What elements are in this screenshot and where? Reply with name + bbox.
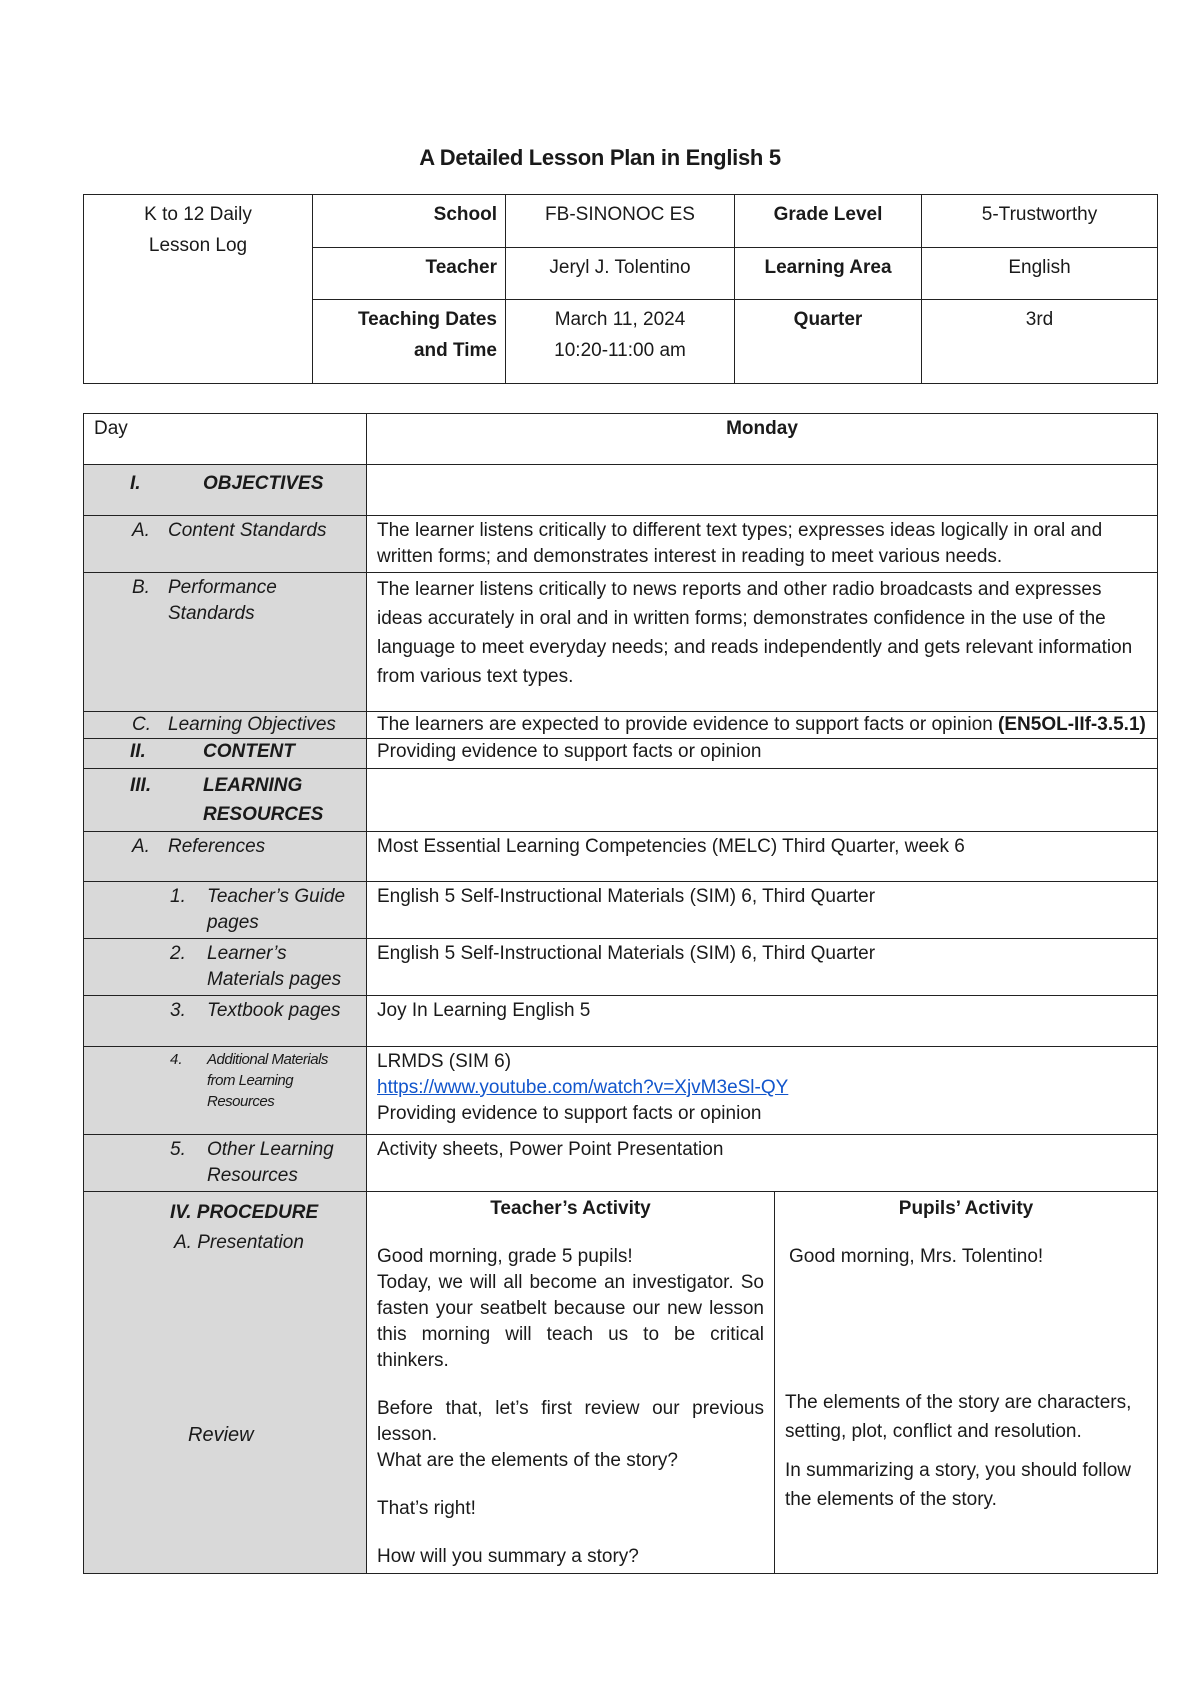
learners-materials-label: [84, 939, 367, 996]
dates-value-time: 10:20-11:00 am: [554, 340, 686, 361]
grade-label: Grade Level: [735, 195, 922, 248]
teacher-line-1: Good morning, grade 5 pupils!: [377, 1246, 633, 1267]
learning-objectives-label: [84, 712, 367, 739]
additional-materials-line3: Providing evidence to support facts or opinion: [377, 1103, 762, 1124]
performance-standards-label: [84, 573, 367, 712]
area-value: English: [922, 248, 1158, 300]
content-standards-text: Content Standards: [168, 520, 327, 541]
learning-objectives-text-value: The learners are expected to provide evidence to support facts or opinion: [377, 714, 999, 735]
other-resources-text: Other Learning Resources: [207, 1139, 334, 1186]
teacher-label: Teacher: [313, 248, 506, 300]
learning-resources-value: [367, 769, 1158, 832]
log-label: K to 12 Daily Lesson Log: [144, 204, 252, 256]
content-standards-num: A.: [132, 520, 150, 541]
objectives-value: [367, 465, 1158, 516]
content-value: Providing evidence to support facts or opinion: [367, 739, 1158, 769]
grade-value: 5-Trustworthy: [922, 195, 1158, 248]
learning-resources-label: LEARNING RESOURCES: [203, 775, 324, 825]
school-value: FB-SINONOC ES: [506, 195, 735, 248]
performance-standards-value: The learner listens critically to news reports and other radio broadcasts and expresses ideas accurately in oral and in written forms; demonstrates confidence in the use of the language to meet everyday needs; and reads independently and gets relevant information from various text types.: [367, 573, 1158, 712]
additional-materials-text: Additional Materials from Learning Resources: [207, 1051, 328, 1110]
quarter-value: 3rd: [922, 300, 1158, 384]
other-resources-label: [84, 1135, 367, 1192]
teachers-guide-label: [84, 882, 367, 939]
teacher-line-4: What are the elements of the story?: [377, 1450, 678, 1471]
references-text: References: [168, 836, 266, 857]
learners-materials-num: 2.: [170, 943, 186, 964]
teacher-activity-cell: [367, 1192, 775, 1574]
pupil-line-1: Good morning, Mrs. Tolentino!: [789, 1246, 1044, 1267]
content-row: [84, 739, 367, 769]
learning-objectives-num: C.: [132, 714, 151, 735]
learners-materials-text: Learner’s Materials pages: [207, 943, 342, 990]
content-standards-value: The learner listens critically to different text types; expresses ideas logically in oral and written forms; and demonstrates interest in reading to meet various needs.: [367, 516, 1158, 573]
objectives-num: I.: [130, 473, 141, 494]
log-label-cell: [84, 195, 313, 384]
teacher-line-5: That’s right!: [377, 1498, 476, 1519]
pupil-line-2: The elements of the story are characters, setting, plot, conflict and resolution.: [785, 1392, 1132, 1442]
textbook-text: Textbook pages: [207, 1000, 341, 1021]
teacher-line-3: Before that, let’s first review our previous lesson.: [377, 1398, 764, 1445]
area-label: Learning Area: [735, 248, 922, 300]
day-label: Day: [84, 414, 367, 465]
lesson-plan-table: [83, 413, 1158, 1574]
additional-materials-line1: LRMDS (SIM 6): [377, 1051, 512, 1072]
day-value: Monday: [367, 414, 1158, 465]
school-label: School: [313, 195, 506, 248]
references-label: [84, 832, 367, 882]
page-title: A Detailed Lesson Plan in English 5: [419, 145, 781, 170]
youtube-link[interactable]: https://www.youtube.com/watch?v=XjvM3eSl-QY: [377, 1077, 789, 1098]
textbook-num: 3.: [170, 1000, 186, 1021]
dates-label-text: Teaching Dates and Time: [357, 309, 497, 361]
quarter-label: Quarter: [735, 300, 922, 384]
content-num: II.: [130, 741, 146, 762]
content-standards-label: [84, 516, 367, 573]
procedure-label-cell: [84, 1192, 367, 1574]
dates-value-date: March 11, 2024: [554, 309, 686, 330]
learning-objectives-value: [367, 712, 1158, 739]
performance-standards-num: B.: [132, 577, 150, 598]
other-resources-value: Activity sheets, Power Point Presentation: [367, 1135, 1158, 1192]
performance-standards-text: Performance Standards: [168, 577, 277, 624]
teacher-line-2: Today, we will all become an investigator. So fasten your seatbelt because our new lesson this morning will teach us to be critical thinkers.: [377, 1272, 764, 1371]
teacher-value: Jeryl J. Tolentino: [506, 248, 735, 300]
additional-materials-value: [367, 1047, 1158, 1135]
additional-materials-label: [84, 1047, 367, 1135]
procedure-label: IV. PROCEDURE: [170, 1202, 319, 1223]
presentation-label: A. Presentation: [174, 1232, 304, 1253]
learners-materials-value: English 5 Self-Instructional Materials (SIM) 6, Third Quarter: [367, 939, 1158, 996]
learning-objectives-text: Learning Objectives: [168, 714, 336, 735]
header-table: [83, 194, 1158, 384]
additional-materials-num: 4.: [170, 1051, 183, 1068]
teachers-guide-value: English 5 Self-Instructional Materials (SIM) 6, Third Quarter: [367, 882, 1158, 939]
pupil-line-3: In summarizing a story, you should follow the elements of the story.: [785, 1460, 1132, 1510]
teachers-guide-num: 1.: [170, 886, 186, 907]
textbook-label: [84, 996, 367, 1047]
review-label: Review: [188, 1424, 254, 1446]
teacher-activity-header: Teacher’s Activity: [490, 1198, 651, 1219]
learning-resources-num: III.: [130, 775, 152, 796]
references-value: Most Essential Learning Competencies (MELC) Third Quarter, week 6: [367, 832, 1158, 882]
dates-value: [506, 300, 735, 384]
learning-resources-row: [84, 769, 367, 832]
teachers-guide-text: Teacher’s Guide pages: [207, 886, 346, 933]
objectives-row: [84, 465, 367, 516]
objectives-label: OBJECTIVES: [203, 473, 324, 494]
pupils-activity-header: Pupils’ Activity: [898, 1198, 1034, 1219]
content-label: CONTENT: [203, 741, 295, 762]
references-num: A.: [132, 836, 150, 857]
textbook-value: Joy In Learning English 5: [367, 996, 1158, 1047]
dates-label: [313, 300, 506, 384]
pupils-activity-cell: [775, 1192, 1158, 1574]
teacher-line-6: How will you summary a story?: [377, 1546, 639, 1567]
competency-code: (EN5OL-IIf-3.5.1): [998, 714, 1146, 735]
other-resources-num: 5.: [170, 1139, 186, 1160]
